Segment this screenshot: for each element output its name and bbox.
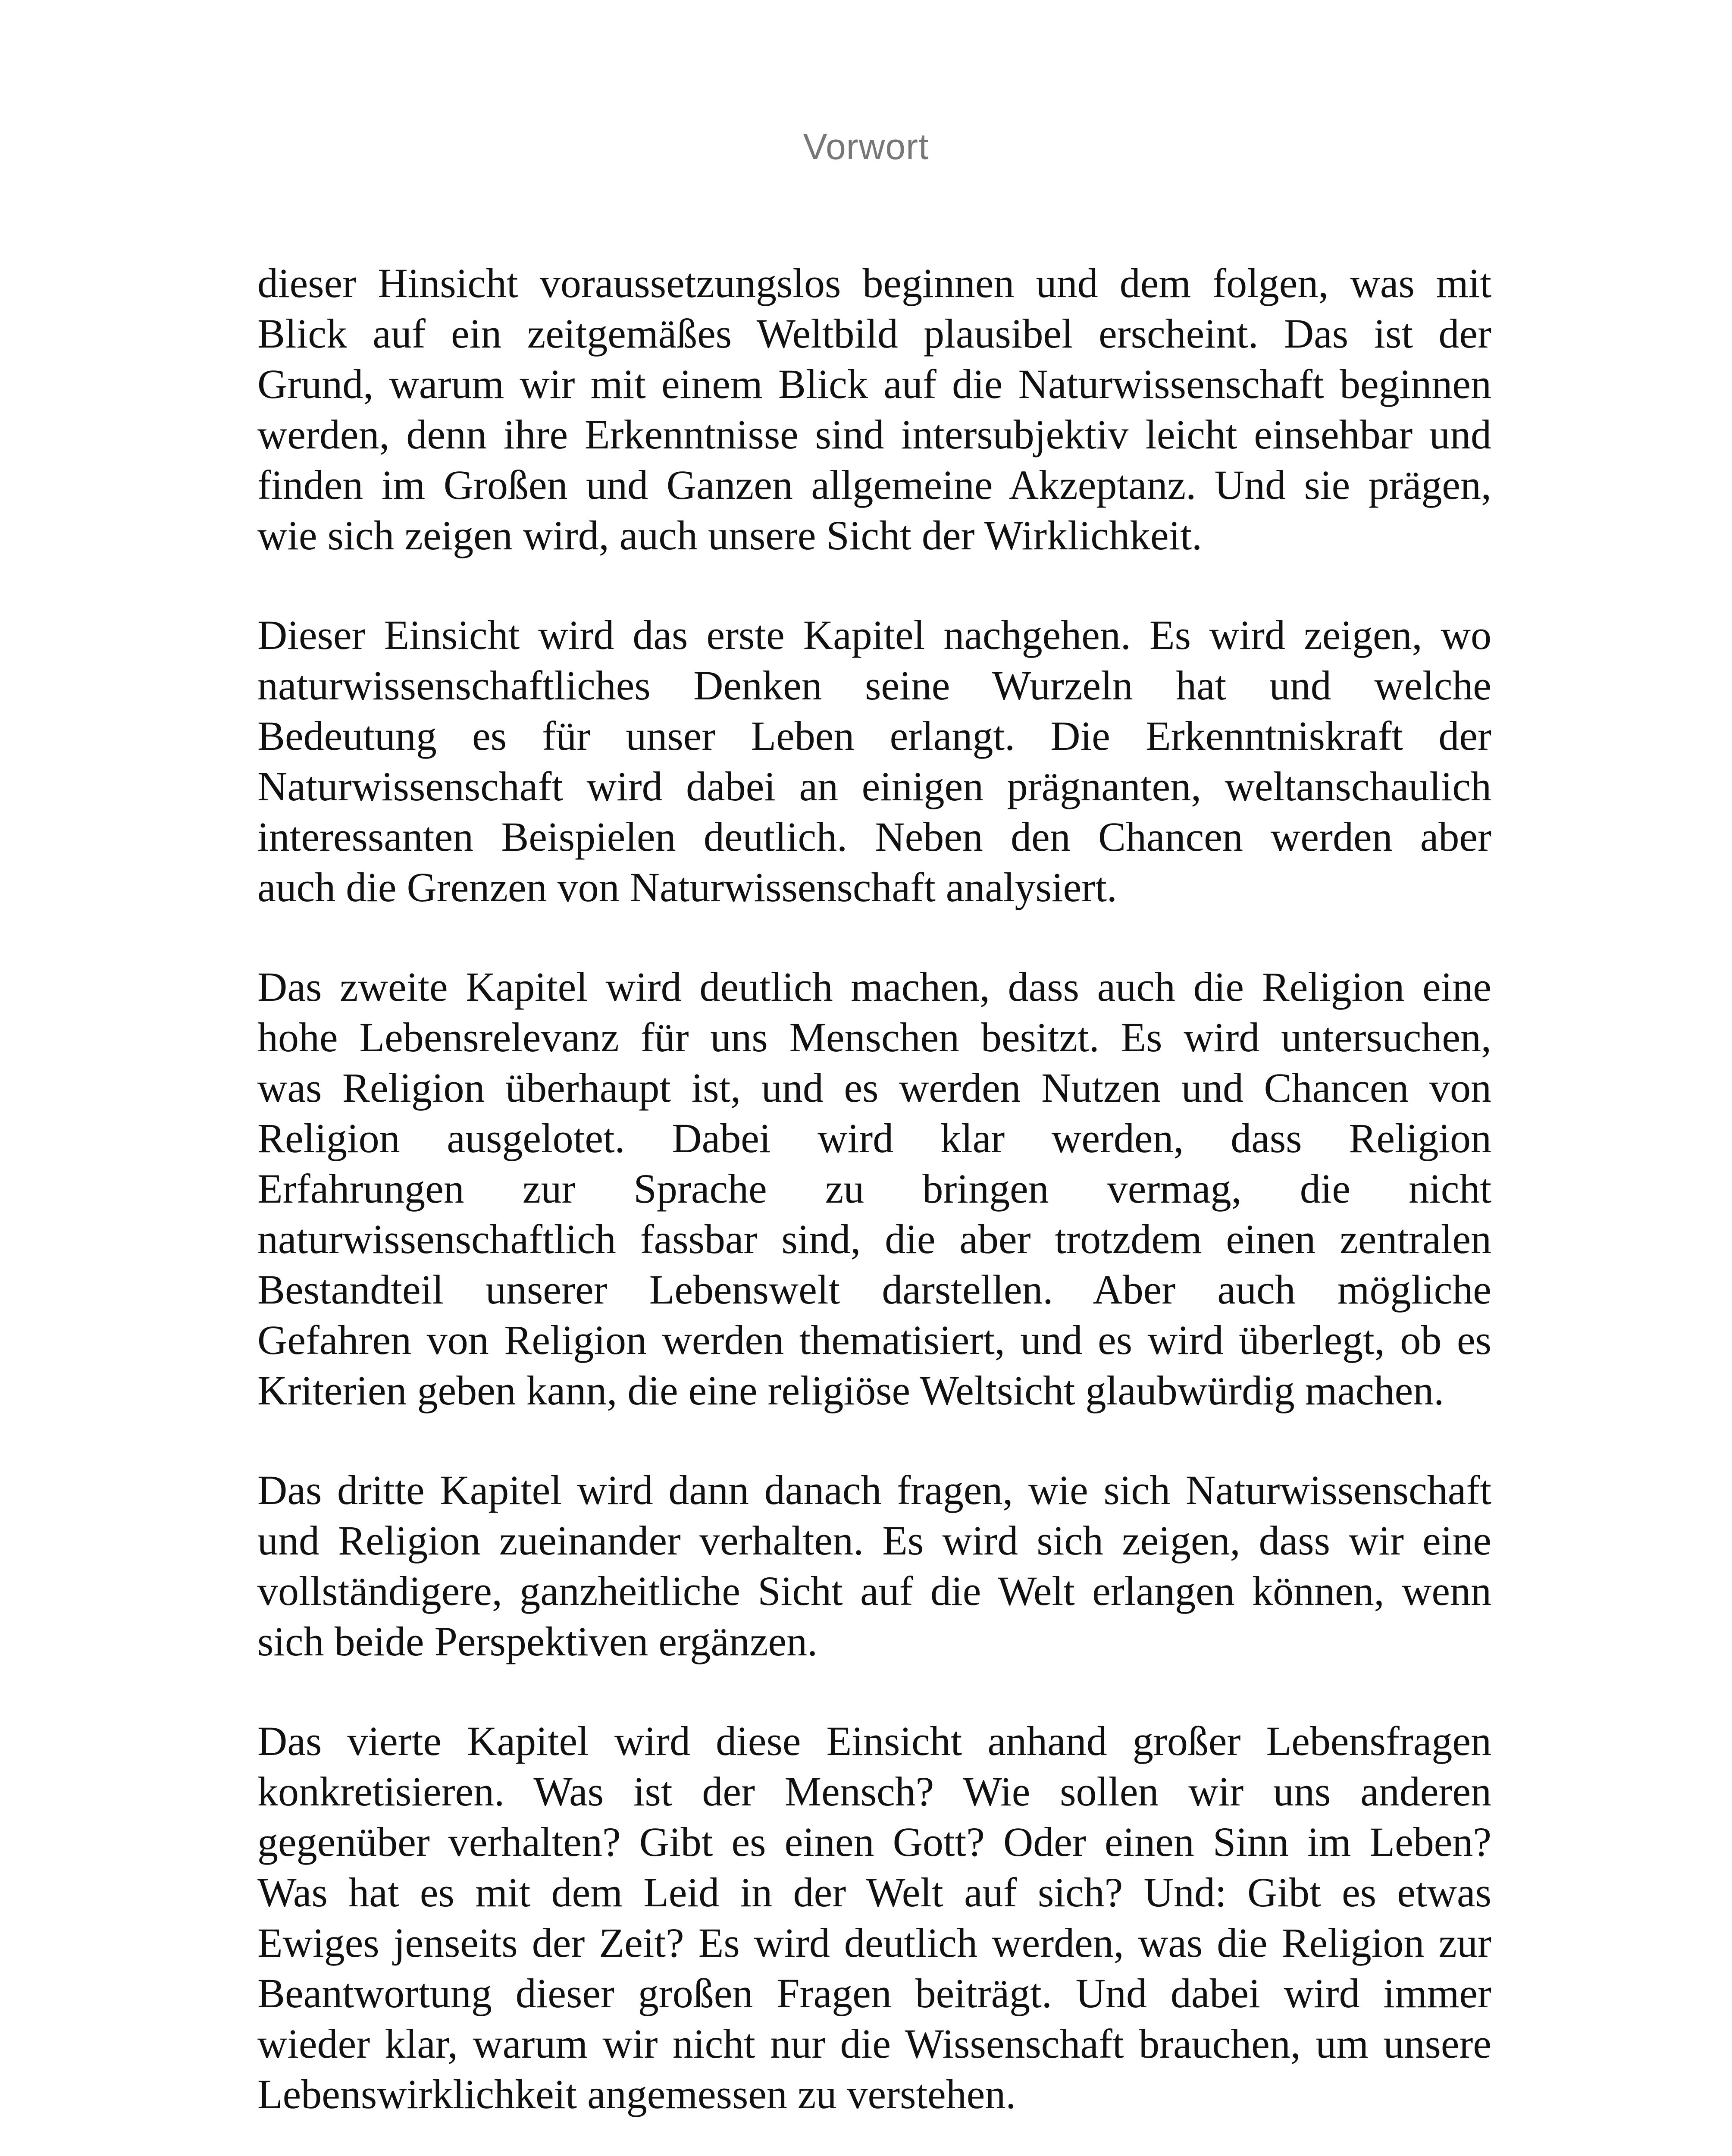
text-line: Grund, warum wir mit einem Blick auf die Naturwissenschaft beginnen bbox=[257, 361, 1491, 407]
paragraph-1 bbox=[257, 258, 1491, 561]
text-line: Blick auf ein zeitgemäßes Weltbild plausibel erscheint. Das ist der bbox=[257, 310, 1491, 357]
text-line: Erfahrungen zur Sprache zu bringen vermag, die nicht bbox=[257, 1166, 1491, 1212]
text-line: sich beide Perspektiven ergänzen. bbox=[257, 1618, 818, 1664]
text-line: Das vierte Kapitel wird diese Einsicht anhand großer Lebensfragen bbox=[257, 1718, 1491, 1764]
text-line: Naturwissenschaft wird dabei an einigen prägnanten, weltanschaulich bbox=[257, 763, 1491, 809]
running-head: Vorwort bbox=[803, 126, 929, 167]
text-line: vollständigere, ganzheitliche Sicht auf die Welt erlangen können, wenn bbox=[257, 1568, 1491, 1614]
paragraph-3 bbox=[257, 962, 1491, 1416]
text-line: Religion ausgelotet. Dabei wird klar werden, dass Religion bbox=[257, 1115, 1491, 1161]
text-line: Beantwortung dieser großen Fragen beiträgt. Und dabei wird immer bbox=[257, 1970, 1491, 2016]
text-line: und Religion zueinander verhalten. Es wird sich zeigen, dass wir eine bbox=[257, 1517, 1491, 1564]
text-line: naturwissenschaftliches Denken seine Wurzeln hat und welche bbox=[257, 662, 1491, 708]
text-line: finden im Großen und Ganzen allgemeine Akzeptanz. Und sie prägen, bbox=[257, 462, 1491, 508]
text-line: Bedeutung es für unser Leben erlangt. Die Erkenntniskraft der bbox=[257, 713, 1491, 759]
text-line: dieser Hinsicht voraussetzungslos beginnen und dem folgen, was mit bbox=[257, 260, 1491, 306]
text-line: werden, denn ihre Erkenntnisse sind intersubjektiv leicht einsehbar und bbox=[257, 411, 1491, 458]
text-line: Was hat es mit dem Leid in der Welt auf sich? Und: Gibt es etwas bbox=[257, 1869, 1491, 1915]
text-line: wieder klar, warum wir nicht nur die Wissenschaft brauchen, um unsere bbox=[257, 2021, 1491, 2067]
text-line: Das zweite Kapitel wird deutlich machen, dass auch die Religion eine bbox=[257, 964, 1491, 1010]
text-line: Lebenswirklichkeit angemessen zu verstehen. bbox=[257, 2071, 1016, 2117]
text-line: Gefahren von Religion werden thematisiert, und es wird überlegt, ob es bbox=[257, 1317, 1491, 1363]
paragraph-2 bbox=[257, 610, 1491, 912]
text-line: hohe Lebensrelevanz für uns Menschen besitzt. Es wird untersuchen, bbox=[257, 1014, 1491, 1060]
text-line: Ewiges jenseits der Zeit? Es wird deutlich werden, was die Religion zur bbox=[257, 1920, 1491, 1966]
text-line: Das dritte Kapitel wird dann danach fragen, wie sich Naturwissenschaft bbox=[257, 1467, 1491, 1513]
text-line: Kriterien geben kann, die eine religiöse Weltsicht glaubwürdig machen. bbox=[257, 1367, 1444, 1413]
paragraph-4 bbox=[257, 1465, 1491, 1667]
text-line: naturwissenschaftlich fassbar sind, die aber trotzdem einen zentralen bbox=[257, 1216, 1491, 1262]
text-line: interessanten Beispielen deutlich. Neben den Chancen werden aber bbox=[257, 814, 1491, 860]
text-line: gegenüber verhalten? Gibt es einen Gott? Oder einen Sinn im Leben? bbox=[257, 1819, 1491, 1865]
text-line: auch die Grenzen von Naturwissenschaft analysiert. bbox=[257, 864, 1117, 910]
paragraph-5 bbox=[257, 1716, 1491, 2119]
body-text bbox=[257, 258, 1491, 2156]
text-line: wie sich zeigen wird, auch unsere Sicht der Wirklichkeit. bbox=[257, 512, 1202, 558]
text-line: Dieser Einsicht wird das erste Kapitel nachgehen. Es wird zeigen, wo bbox=[257, 612, 1491, 658]
text-line: was Religion überhaupt ist, und es werden Nutzen und Chancen von bbox=[257, 1065, 1491, 1111]
text-line: Bestandteil unserer Lebenswelt darstellen. Aber auch mögliche bbox=[257, 1266, 1491, 1313]
text-line: konkretisieren. Was ist der Mensch? Wie sollen wir uns anderen bbox=[257, 1768, 1491, 1814]
